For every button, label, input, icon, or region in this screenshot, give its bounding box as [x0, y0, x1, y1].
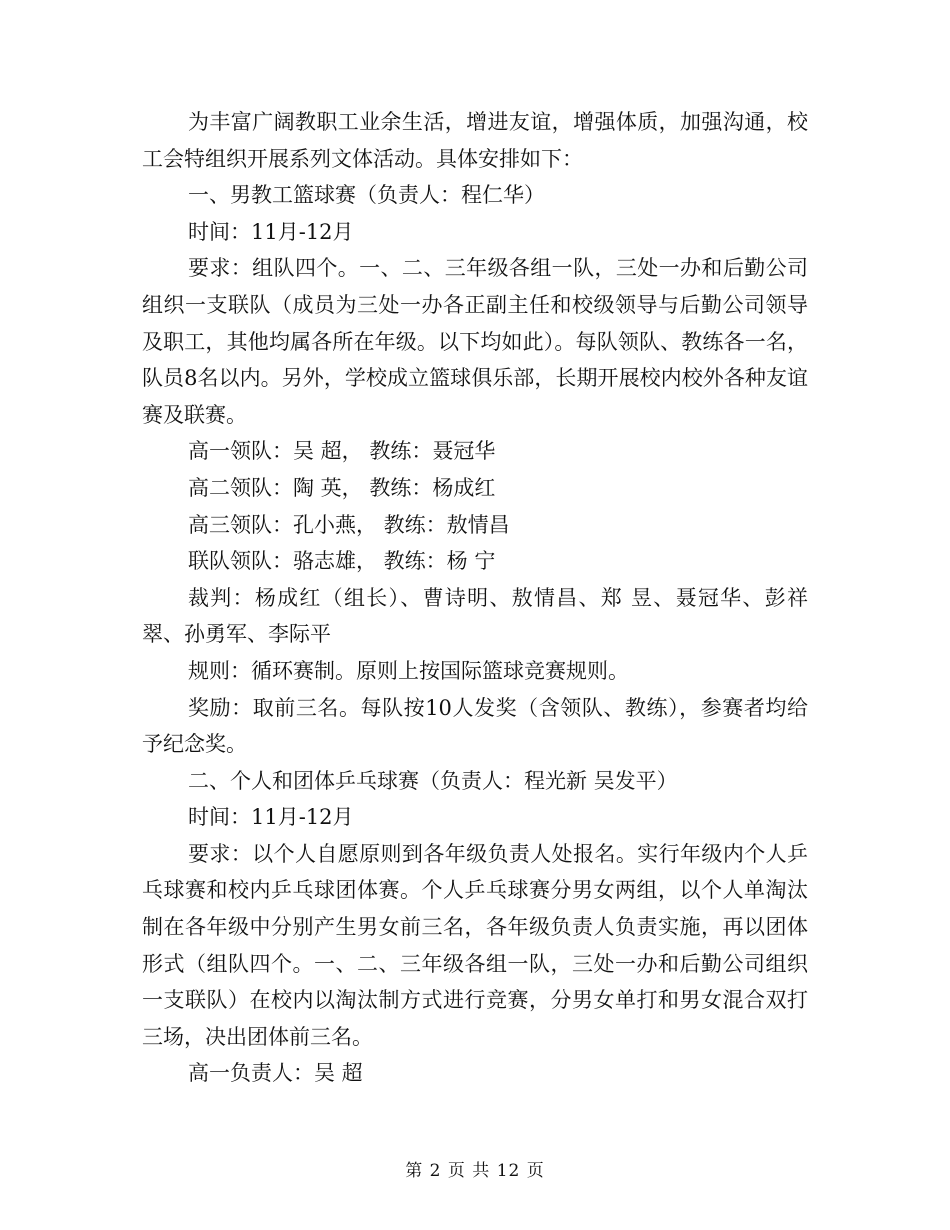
- awards-paragraph: 奖励：取前三名。每队按10人发奖（含领队、教练），参赛者均给予纪念奖。: [142, 695, 808, 757]
- grade1-person-in-charge: 高一负责人：吴 超: [188, 1061, 363, 1086]
- referees-paragraph: 裁判：杨成红（组长）、曹诗明、敖情昌、郑 昱、聂冠华、彭祥翠、孙勇军、李际平: [142, 585, 808, 647]
- grade1-leader-line: 高一领队：吴 超， 教练：聂冠华: [188, 439, 496, 464]
- grade3-leader-line: 高三领队：孔小燕， 教练：敖情昌: [188, 512, 510, 537]
- rules-paragraph: 规则：循环赛制。原则上按国际篮球竞赛规则。: [188, 658, 629, 683]
- basketball-time: 时间：11月-12月: [188, 219, 354, 244]
- document-body: [142, 104, 808, 1092]
- section-heading-basketball: 一、男教工篮球赛（负责人：程仁华）: [188, 183, 545, 208]
- table-tennis-requirements: 要求：以个人自愿原则到各年级负责人处报名。实行年级内个人乒乓球赛和校内乒乓球团体赛。个人乒乓球赛分男女两组，以个人单淘汰制在各年级中分别产生男女前三名，各年级负责人负责实施，再以团体形式（组队四个。一、二、三年级各组一队，三处一办和后勤公司组织一支联队）在校内以淘汰制方式进行竞赛，分男女单打和男女混合双打三场，决出团体前三名。: [142, 841, 808, 1049]
- joint-team-leader-line: 联队领队：骆志雄， 教练：杨 宁: [188, 549, 496, 574]
- page-number-footer: 第 2 页 共 12 页: [405, 1161, 545, 1181]
- basketball-requirements: 要求：组队四个。一、二、三年级各组一队，三处一办和后勤公司组织一支联队（成员为三处一办各正副主任和校级领导与后勤公司领导及职工，其他均属各所在年级。以下均如此）。每队领队、教练各一名，队员8名以内。另外，学校成立篮球俱乐部，长期开展校内校外各种友谊赛及联赛。: [142, 256, 808, 427]
- table-tennis-time: 时间：11月-12月: [188, 805, 354, 830]
- intro-paragraph: 为丰富广阔教职工业余生活，增进友谊，增强体质，加强沟通，校工会特组织开展系列文体活动。具体安排如下：: [142, 110, 808, 171]
- grade2-leader-line: 高二领队：陶 英， 教练：杨成红: [188, 475, 496, 500]
- section-heading-table-tennis: 二、个人和团体乒乓球赛（负责人：程光新 吴发平）: [188, 768, 678, 793]
